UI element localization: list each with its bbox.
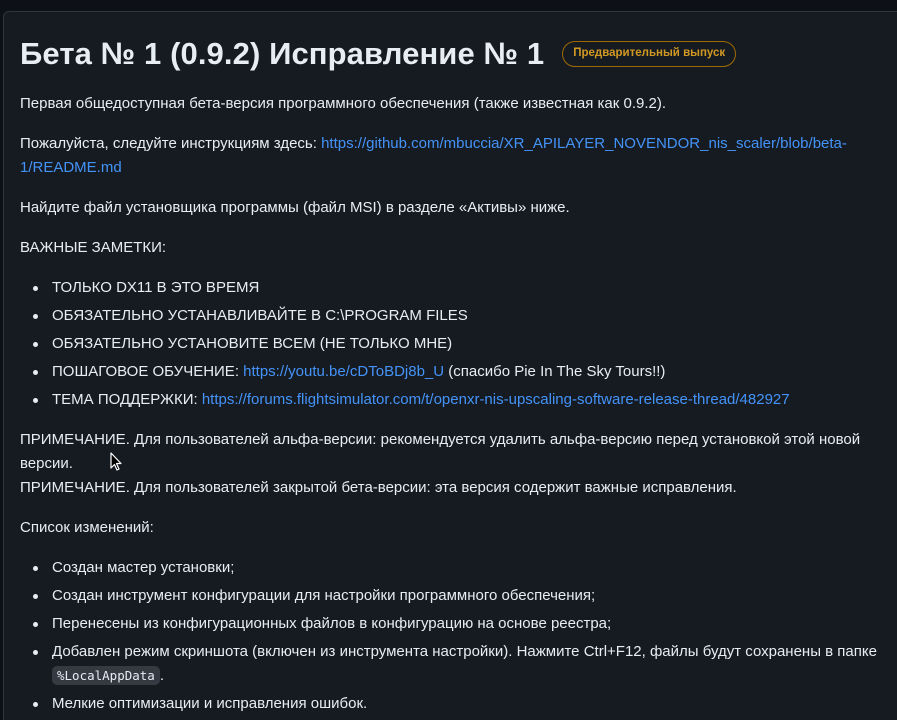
tutorial-suffix: (спасибо Pie In The Sky Tours!!) — [444, 363, 666, 380]
tutorial-prefix: ПОШАГОВОЕ ОБУЧЕНИЕ: — [52, 363, 244, 380]
list-item-support — [52, 388, 897, 412]
note-beta: ПРИМЕЧАНИЕ. Для пользователей закрытой бета-версии: эта версия содержит важные исправления. — [20, 479, 737, 496]
list-item: Мелкие оптимизации и исправления ошибок. — [52, 692, 897, 716]
screenshot-suffix: . — [159, 667, 165, 684]
important-heading: ВАЖНЫЕ ЗАМЕТКИ: — [20, 239, 167, 256]
localappdata-code: %LocalAppData — [52, 666, 160, 685]
screenshot-prefix: Добавлен режим скриншота (включен из инструмента настройки). Нажмите Ctrl+F12, файлы будут сохранены в папке — [52, 643, 877, 660]
tutorial-link[interactable]: https://youtu.be/cDToBDj8b_U — [243, 363, 445, 380]
release-header — [20, 36, 736, 72]
important-notes-list — [20, 276, 897, 416]
prerelease-badge: Предварительный выпуск — [562, 41, 736, 67]
list-item: Перенесены из конфигурационных файлов в конфигурацию на основе реестра; — [52, 612, 897, 636]
changelog-list — [20, 556, 897, 720]
instructions-paragraph — [20, 132, 897, 180]
readme-link[interactable]: https://github.com/mbuccia/XR_APILAYER_NOVENDOR_nis_scaler/blob/beta-1/README.md — [20, 135, 847, 176]
list-item: ТОЛЬКО DX11 В ЭТО ВРЕМЯ — [52, 276, 897, 300]
list-item-tutorial — [52, 360, 897, 384]
list-item-screenshot — [52, 640, 897, 688]
mouse-cursor-icon — [110, 452, 122, 472]
changelog-heading: Список изменений: — [20, 519, 154, 536]
release-intro: Первая общедоступная бета-версия программного обеспечения (также известная как 0.9.2). — [20, 95, 667, 112]
list-item: Создан мастер установки; — [52, 556, 897, 580]
installer-note: Найдите файл установщика программы (файл MSI) в разделе «Активы» ниже. — [20, 199, 570, 216]
release-title[interactable]: Бета № 1 (0.9.2) Исправление № 1 — [20, 36, 545, 71]
list-item: ОБЯЗАТЕЛЬНО УСТАНАВЛИВАЙТЕ В C:\PROGRAM FILES — [52, 304, 897, 328]
support-prefix: ТЕМА ПОДДЕРЖКИ: — [52, 391, 202, 408]
instructions-prefix: Пожалуйста, следуйте инструкциям здесь: — [20, 135, 322, 152]
support-thread-link[interactable]: https://forums.flightsimulator.com/t/openxr-nis-upscaling-software-release-thread/482927 — [201, 391, 790, 408]
list-item: Создан инструмент конфигурации для настройки программного обеспечения; — [52, 584, 897, 608]
note-alpha: ПРИМЕЧАНИЕ. Для пользователей альфа-версии: рекомендуется удалить альфа-версию перед установкой этой новой версии. — [20, 431, 861, 472]
list-item: ОБЯЗАТЕЛЬНО УСТАНОВИТЕ ВСЕМ (НЕ ТОЛЬКО МНЕ) — [52, 332, 897, 356]
